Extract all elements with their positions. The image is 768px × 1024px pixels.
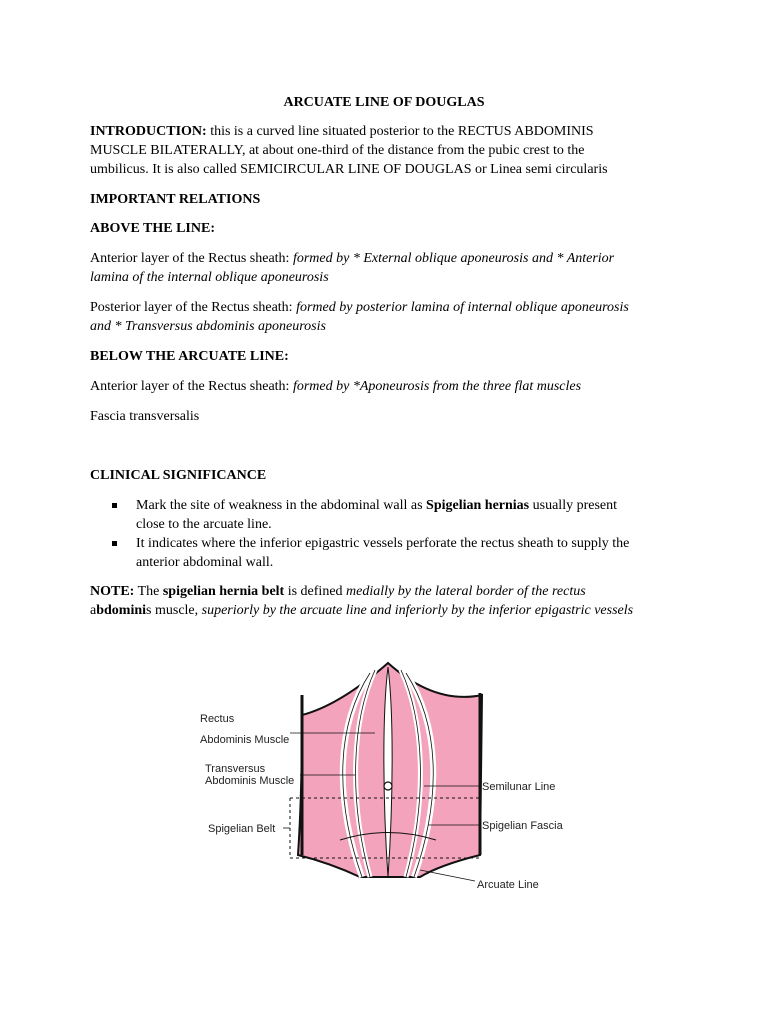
important-relations-heading — [90, 190, 680, 209]
above-anterior-paragraph — [90, 249, 680, 287]
note-label: NOTE: — [90, 584, 135, 599]
note-italic1: medially by the lateral border of the rectus — [346, 584, 586, 599]
note-l2c: s — [146, 603, 152, 618]
note-l2b: bdomini — [96, 603, 147, 618]
clinical-bullet-list — [112, 496, 682, 572]
label-arcuate-line: Arcuate Line — [477, 879, 539, 891]
note-paragraph — [90, 582, 690, 620]
intro-line3: umbilicus. It is also called SEMICIRCULAR LINE OF DOUGLAS or Linea semi circularis — [90, 162, 608, 177]
page-title: ARCUATE LINE OF DOUGLAS — [283, 95, 485, 110]
bullet1-pre: Mark the site of weakness in the abdominal wall as — [136, 498, 427, 513]
above-line-heading — [90, 219, 680, 238]
clinical-heading — [90, 466, 680, 485]
above-posterior-italic2: and * Transversus abdominis aponeurosis — [90, 319, 326, 334]
intro-line1: this is a curved line situated posterior to the RECTUS ABDOMINIS — [206, 124, 594, 139]
label-rectus: Rectus — [200, 713, 235, 725]
bullet-square-icon — [112, 503, 117, 508]
label-semilunar-line: Semilunar Line — [482, 781, 556, 793]
note-l2a: a — [90, 603, 97, 618]
note-l2d: muscle, — [151, 603, 202, 618]
bullet-item — [112, 534, 682, 572]
label-transversus: Transversus — [205, 763, 266, 775]
clinical-heading-text: CLINICAL SIGNIFICANCE — [90, 468, 267, 483]
note-text1: The — [134, 584, 163, 599]
below-anterior-italic: formed by *Aponeurosis from the three flat muscles — [292, 379, 582, 394]
bullet2-line1: It indicates where the inferior epigastric vessels perforate the rectus sheath to supply the — [136, 536, 630, 551]
below-line-heading — [90, 347, 680, 366]
label-abdominis-muscle: Abdominis Muscle — [200, 734, 290, 746]
bullet1-post: usually present — [529, 498, 618, 513]
below-line-text: BELOW THE ARCUATE LINE: — [90, 349, 289, 364]
below-anterior-paragraph — [90, 377, 680, 396]
bullet-square-icon — [112, 541, 117, 546]
above-posterior-paragraph — [90, 298, 680, 336]
intro-label: INTRODUCTION: — [90, 124, 207, 139]
label-spigelian-fascia: Spigelian Fascia — [482, 820, 563, 832]
bullet1-line2: close to the arcuate line. — [136, 517, 272, 532]
abdominal-wall-diagram — [190, 655, 570, 900]
above-line-text: ABOVE THE LINE: — [90, 221, 215, 236]
label-spigelian-belt: Spigelian Belt — [208, 823, 276, 835]
bullet-item — [112, 496, 682, 534]
umbilicus-icon — [384, 782, 392, 790]
above-posterior-plain: Posterior layer of the Rectus sheath: — [90, 300, 297, 315]
bullet2-line2: anterior abdominal wall. — [136, 555, 274, 570]
above-anterior-italic2: lamina of the internal oblique aponeurosis — [90, 270, 329, 285]
fascia-paragraph: Fascia transversalis — [90, 409, 200, 424]
above-anterior-plain: Anterior layer of the Rectus sheath: — [90, 251, 293, 266]
label-transversus-muscle: Abdominis Muscle — [205, 775, 295, 787]
above-anterior-italic1: formed by * External oblique aponeurosis and * Anterior — [292, 251, 615, 266]
note-bold: spigelian hernia belt — [162, 584, 285, 599]
below-anterior-plain: Anterior layer of the Rectus sheath: — [90, 379, 293, 394]
bullet1-bold: Spigelian hernias — [426, 498, 530, 513]
intro-paragraph — [90, 122, 680, 179]
above-posterior-italic1: formed by posterior lamina of internal oblique aponeurosis — [296, 300, 629, 315]
important-relations-text: IMPORTANT RELATIONS — [90, 192, 261, 207]
note-italic2: superiorly by the arcuate line and inferiorly by the inferior epigastric vessels — [201, 603, 634, 618]
intro-line2: MUSCLE BILATERALLY, at about one-third of the distance from the pubic crest to the — [90, 143, 585, 158]
note-text2: is defined — [284, 584, 347, 599]
